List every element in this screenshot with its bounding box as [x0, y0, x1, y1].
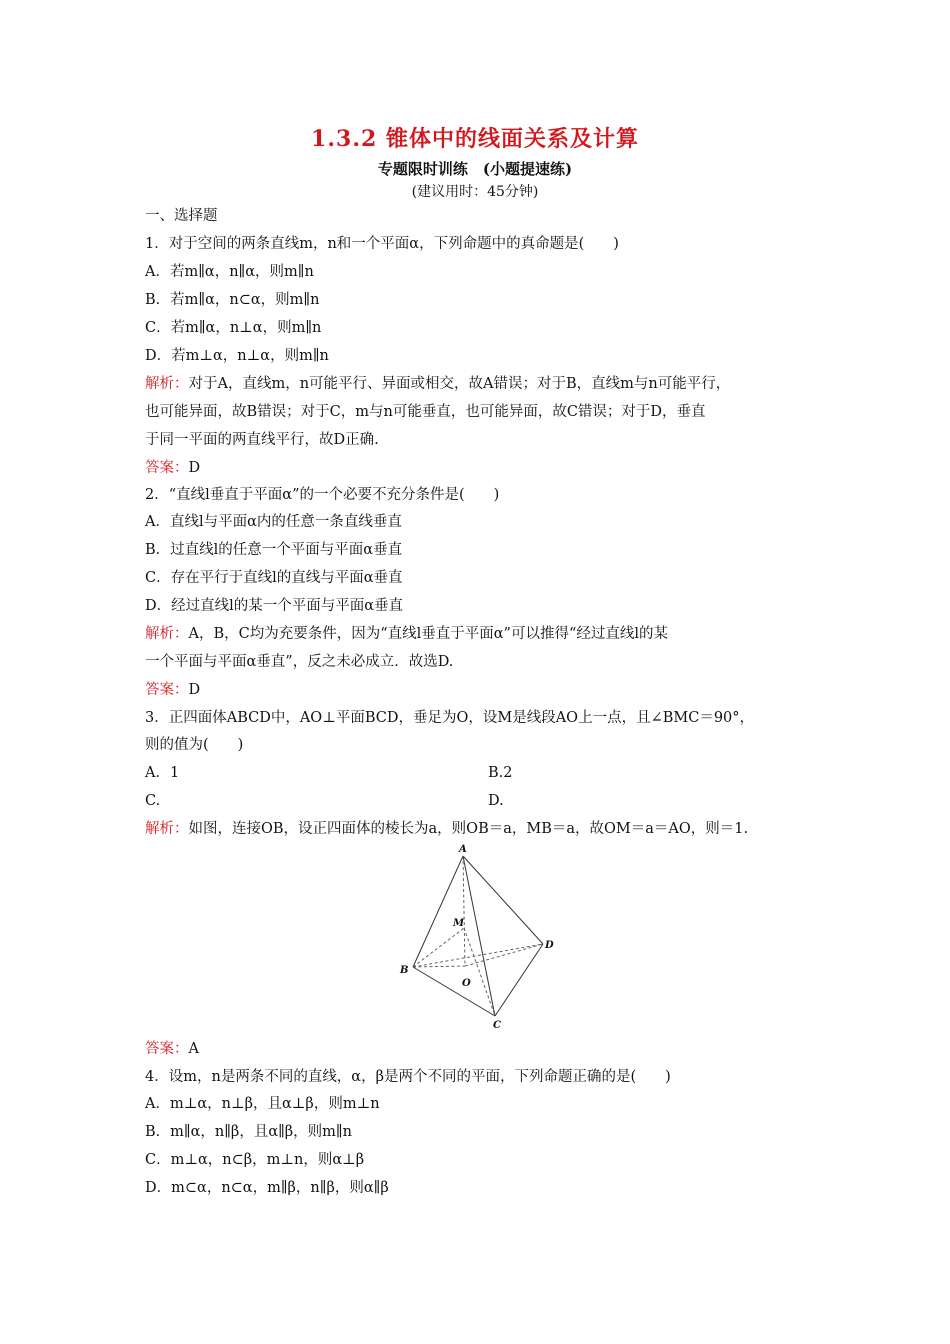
- q3-option-b: B.2: [488, 765, 513, 781]
- label-d: D: [545, 940, 554, 951]
- q3-answer: 答案：A: [145, 1041, 199, 1057]
- edge-ac: [463, 856, 495, 1016]
- q3-stem-line-2: 则的值为( ): [145, 737, 244, 753]
- doc-subtitle: 专题限时训练 (小题提速练): [377, 160, 573, 178]
- q3-option-a: A．1: [145, 765, 180, 781]
- q1-option-c: C．若m∥α，n⊥α，则m∥n: [145, 320, 322, 336]
- time-hint: (建议用时：45分钟): [411, 184, 539, 200]
- segment-bm: [413, 928, 464, 967]
- q3-option-d: D.: [488, 793, 504, 809]
- q1-analysis-line-1: 解析：对于A，直线m，n可能平行、异面或相交，故A错误；对于B，直线m与n可能平行，: [145, 376, 731, 392]
- q2-option-d: D．经过直线l的某一个平面与平面α垂直: [145, 598, 404, 614]
- q1-option-b: B．若m∥α，n⊂α，则m∥n: [145, 292, 320, 308]
- doc-title: 1.3.2 锥体中的线面关系及计算: [311, 126, 639, 152]
- q3-analysis: 解析：如图，连接OB，设正四面体的棱长为a，则OB＝a，MB＝a，故OM＝a＝AO，则＝1.: [145, 821, 749, 837]
- q3-option-c: C.: [145, 793, 161, 809]
- q4-option-a: A．m⊥α，n⊥β，且α⊥β，则m⊥n: [145, 1096, 380, 1112]
- q1-stem: 1．对于空间的两条直线m，n和一个平面α，下列命题中的真命题是( ): [145, 236, 619, 252]
- q2-option-a: A．直线l与平面α内的任意一条直线垂直: [145, 514, 402, 530]
- segment-mc: [464, 928, 495, 1016]
- q4-option-b: B．m∥α，n∥β，且α∥β，则m∥n: [145, 1124, 352, 1140]
- label-m: M: [453, 918, 465, 929]
- edge-ad: [463, 856, 543, 944]
- q3-stem-line-1: 3．正四面体ABCD中，AO⊥平面BCD，垂足为O，设M是线段AO上一点，且∠BMC＝90°，: [145, 710, 755, 726]
- answer-label: 答案：: [145, 1041, 189, 1057]
- q4-stem: 4．设m，n是两条不同的直线，α，β是两个不同的平面，下列命题正确的是( ): [145, 1069, 671, 1085]
- q1-option-a: A．若m∥α，n∥α，则m∥n: [145, 264, 314, 280]
- answer-label: 答案：: [145, 460, 189, 476]
- q4-option-d: D．m⊂α，n⊂α，m∥β，n∥β，则α∥β: [145, 1180, 389, 1196]
- q1-answer: 答案：D: [145, 460, 201, 476]
- segment-od: [465, 944, 543, 966]
- segment-ao: [463, 856, 465, 966]
- analysis-label: 解析：: [145, 376, 189, 392]
- answer-label: 答案：: [145, 682, 189, 698]
- analysis-label: 解析：: [145, 821, 189, 837]
- label-o: O: [462, 978, 471, 989]
- edge-cd: [495, 944, 543, 1016]
- q2-analysis-line-1: 解析：A，B，C均为充要条件，因为“直线l垂直于平面α”可以推得“经过直线l的某: [145, 626, 669, 642]
- edge-bc: [413, 967, 495, 1016]
- q2-option-c: C．存在平行于直线l的直线与平面α垂直: [145, 570, 403, 586]
- q2-option-b: B．过直线l的任意一个平面与平面α垂直: [145, 542, 403, 558]
- q1-analysis-line-2: 也可能异面，故B错误；对于C，m与n可能垂直，也可能异面，故C错误；对于D，垂直: [145, 404, 706, 420]
- q2-stem: 2．“直线l垂直于平面α”的一个必要不充分条件是( ): [145, 487, 500, 503]
- tetrahedron-figure: [395, 842, 565, 1032]
- label-b: B: [400, 965, 409, 976]
- q1-option-d: D．若m⊥α，n⊥α，则m∥n: [145, 348, 329, 364]
- section-heading: 一、选择题: [145, 208, 218, 224]
- q4-option-c: C．m⊥α，n⊂β，m⊥n，则α⊥β: [145, 1152, 365, 1168]
- edge-bd-hidden: [413, 944, 543, 967]
- q2-answer: 答案：D: [145, 682, 201, 698]
- label-c: C: [493, 1020, 501, 1031]
- q1-analysis-line-3: 于同一平面的两直线平行，故D正确.: [145, 432, 379, 448]
- edge-ab: [413, 856, 463, 967]
- label-a: A: [459, 844, 467, 855]
- analysis-label: 解析：: [145, 626, 189, 642]
- q2-analysis-line-2: 一个平面与平面α垂直”，反之未必成立．故选D.: [145, 654, 454, 670]
- segment-bo: [413, 966, 465, 967]
